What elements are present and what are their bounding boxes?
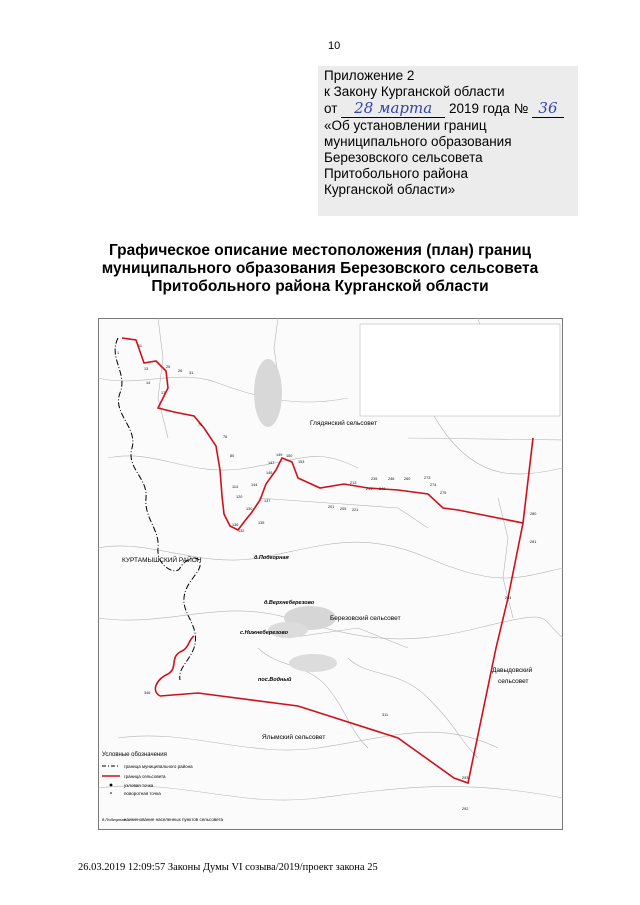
legend-title: Условные обозначения xyxy=(102,752,167,758)
point-label: 144 xyxy=(251,483,258,487)
map-svg xyxy=(98,318,563,830)
point-label: 231 xyxy=(366,487,373,491)
point-label: 273 xyxy=(424,476,431,480)
area-label-berezovsky: Березовский сельсовет xyxy=(330,615,401,622)
settlement-nizhneberezovo: с.Нижнеберезово xyxy=(240,630,288,636)
legend-village-border: граница сельсовета xyxy=(124,774,166,779)
document-title-line: Притобольного района Курганской области xyxy=(151,278,489,295)
point-label: 293 xyxy=(462,776,469,780)
area-label-kurtamysh: КУРТАМЫШСКИЙ РАЙОН xyxy=(122,557,202,564)
appendix-line: к Закону Курганской области xyxy=(324,84,505,99)
appendix-year-label: 2019 года № xyxy=(448,101,529,116)
point-label: 11 xyxy=(138,344,142,348)
legend-settlement-sample: д.Подгорная xyxy=(102,817,126,822)
document-title-line: муниципального образования Березовского сельсовета xyxy=(101,260,539,277)
legend-district-border: граница муниципального района xyxy=(124,764,193,769)
appendix-line: «Об установлении границ xyxy=(324,118,487,133)
point-label: 130 xyxy=(246,507,253,511)
point-label: 280 xyxy=(530,512,537,516)
legend-settlement-names: наименование населенных пунктов сельсовета xyxy=(124,817,224,822)
area-label-davydovsky: сельсовет xyxy=(498,678,529,685)
point-label: 201 xyxy=(328,505,335,509)
point-label: 132 xyxy=(238,529,245,533)
point-label: 120 xyxy=(236,495,243,499)
point-label: 149 xyxy=(276,453,283,457)
point-label: 248 xyxy=(379,487,386,491)
point-label: 205 xyxy=(340,507,347,511)
area-label-yalymsky: Ялымский сельсовет xyxy=(262,734,326,741)
appendix-date-prefix: от xyxy=(324,101,338,116)
point-label: 17 xyxy=(161,391,166,395)
appendix-line: муниципального образования xyxy=(324,134,512,149)
settlement-podgornaya: д.Подгорная xyxy=(254,555,289,561)
boundary-map xyxy=(98,318,563,830)
appendix-line: Притобольного района xyxy=(324,166,469,181)
area-label-davydovsky: Давыдовский xyxy=(492,667,533,674)
area-label-glyadyansky: Глядянский сельсовет xyxy=(310,420,378,427)
point-label: 311 xyxy=(382,713,389,717)
handwritten-number: 36 xyxy=(532,100,564,118)
point-label: 153 xyxy=(298,460,305,464)
page-number: 10 xyxy=(328,40,341,52)
point-label: 135 xyxy=(258,521,265,525)
appendix-date-line xyxy=(324,100,564,118)
point-label: 275 xyxy=(440,491,447,495)
point-label: 213 xyxy=(350,481,357,485)
point-label: 260 xyxy=(404,477,411,481)
point-label: 137 xyxy=(264,499,271,503)
point-label: 76 xyxy=(223,435,228,439)
point-label: 235 xyxy=(371,477,378,481)
point-label: 136 xyxy=(232,523,239,527)
legend-reference-point: узловая точка xyxy=(124,783,154,788)
point-label: 281 xyxy=(530,540,537,544)
point-label: 14 xyxy=(146,381,151,385)
legend-turning-point: поворотная точка xyxy=(124,791,161,796)
appendix-line: Приложение 2 xyxy=(324,68,415,83)
point-label: 150 xyxy=(286,454,293,458)
document-footer: 26.03.2019 12:09:57 Законы Думы VI созыва/2019/проект закона 25 xyxy=(78,862,378,873)
point-label: 26 xyxy=(178,369,183,373)
point-label: 284 xyxy=(505,596,512,600)
point-label: 80 xyxy=(230,454,235,458)
appendix-line: Березовского сельсовета xyxy=(324,150,483,165)
point-label: 145 xyxy=(266,471,273,475)
settlement-vodny: пос.Водный xyxy=(258,677,292,683)
settlement-verkhneberezovo: д.Верхнеберезово xyxy=(264,600,315,606)
point-label: 346 xyxy=(144,691,151,695)
point-label: 31 xyxy=(189,371,194,375)
appendix-line: Курганской области» xyxy=(324,182,456,197)
point-label: 246 xyxy=(388,477,395,481)
appendix-header xyxy=(318,66,578,216)
point-label: 74 xyxy=(198,423,203,427)
point-label: 292 xyxy=(462,807,469,811)
document-title-line: Графическое описание местоположения (план) границ xyxy=(108,242,532,259)
point-label: 147 xyxy=(268,461,275,465)
point-label: 274 xyxy=(430,483,437,487)
point-label: 221 xyxy=(352,508,359,512)
handwritten-date: 28 марта xyxy=(341,100,445,118)
point-label: 13 xyxy=(144,367,149,371)
point-label: 25 xyxy=(166,365,171,369)
point-label: 1 xyxy=(117,351,120,355)
point-label: 114 xyxy=(232,485,239,489)
